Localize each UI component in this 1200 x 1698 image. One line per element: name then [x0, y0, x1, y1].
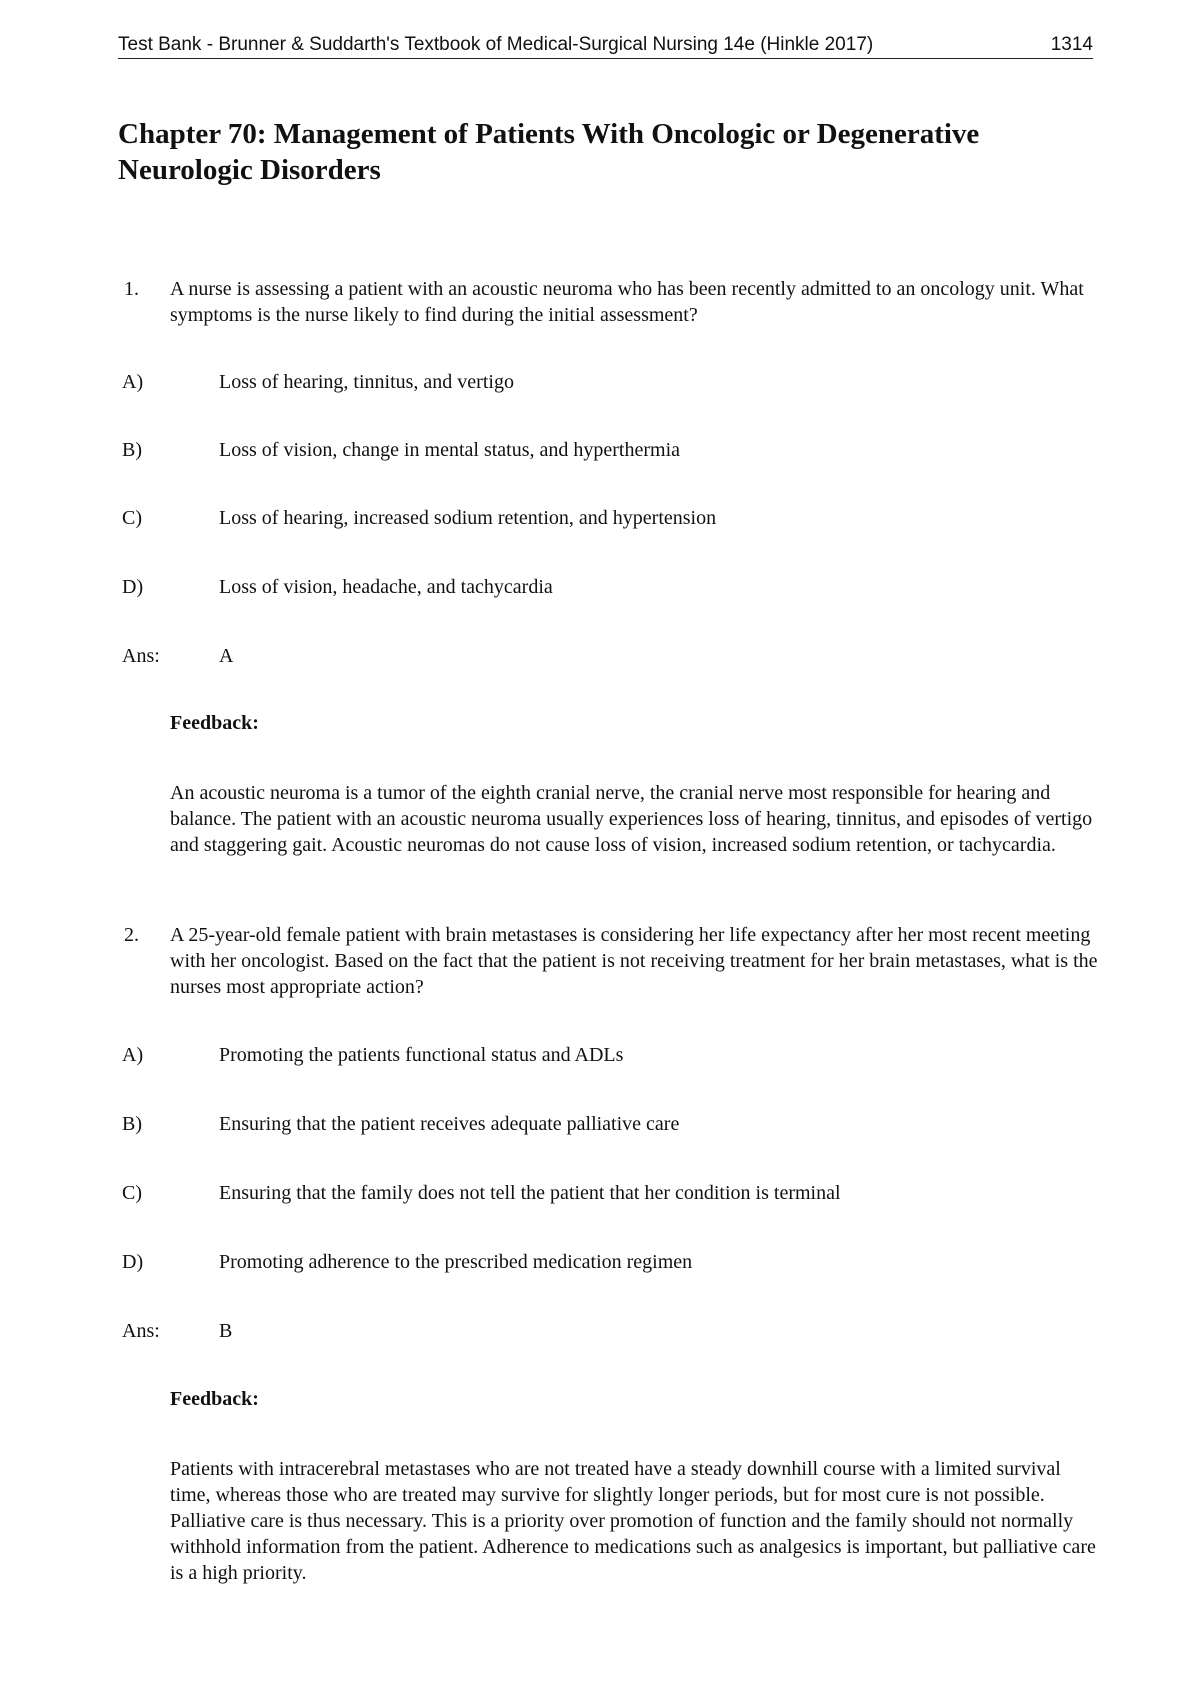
question-stem: A nurse is assessing a patient with an acoustic neuroma who has been recently admitted to an oncology unit. What symptoms is the nurse likely to find during the initial assessment? [170, 278, 1084, 326]
option-letter: D) [122, 1251, 144, 1273]
option-text: Loss of vision, change in mental status, and hyperthermia [219, 439, 681, 461]
question-stem: A 25-year-old female patient with brain metastases is considering her life expectancy after her most recent meeting with her oncologist. Based on the fact that the patient is not receiving treatment for her brain metastases, what is the nurses most appropriate action? [170, 924, 1098, 998]
page-number: 1314 [1050, 34, 1093, 55]
chapter-title: Chapter 70: Management of Patients With Oncologic or Degenerative Neurologic Disorders [118, 118, 980, 186]
option-letter: C) [122, 507, 142, 529]
option-letter: A) [122, 1044, 144, 1066]
answer-label: Ans: [122, 645, 160, 667]
option-letter: A) [122, 371, 144, 393]
option-text: Loss of hearing, tinnitus, and vertigo [219, 371, 514, 393]
option-text: Promoting adherence to the prescribed medication regimen [219, 1251, 693, 1273]
option-letter: B) [122, 439, 142, 461]
answer-value: A [219, 645, 234, 667]
running-header [118, 34, 1093, 59]
option-letter: C) [122, 1182, 142, 1204]
feedback-text: An acoustic neuroma is a tumor of the eighth cranial nerve, the cranial nerve most responsible for hearing and balance. The patient with an acoustic neuroma usually experiences loss of hearing, tinnitus, and episodes of vertigo and staggering gait. Acoustic neuromas do not cause loss of vision, increased sodium retention, or tachycardia. [170, 782, 1093, 856]
answer-label: Ans: [122, 1320, 160, 1342]
feedback-label: Feedback: [170, 712, 259, 734]
header-title: Test Bank - Brunner & Suddarth's Textbook of Medical-Surgical Nursing 14e (Hinkle 2017) [118, 34, 874, 55]
answer-value: B [219, 1320, 233, 1342]
option-text: Loss of hearing, increased sodium retention, and hypertension [219, 507, 717, 529]
question-number: 1. [124, 278, 139, 300]
question-number: 2. [124, 924, 139, 946]
option-text: Ensuring that the patient receives adequate palliative care [219, 1113, 680, 1135]
feedback-text: Patients with intracerebral metastases who are not treated have a steady downhill course with a limited survival time, whereas those who are treated may survive for slightly longer periods, but for most cure is not possible. Palliative care is thus necessary. This is a priority over promotion of function and the family should not normally withhold information from the patient. Adherence to medications such as analgesics is important, but palliative care is a high priority. [170, 1458, 1096, 1584]
option-text: Loss of vision, headache, and tachycardia [219, 576, 553, 598]
option-text: Ensuring that the family does not tell the patient that her condition is terminal [219, 1182, 841, 1204]
option-text: Promoting the patients functional status and ADLs [219, 1044, 624, 1066]
option-letter: D) [122, 576, 144, 598]
option-letter: B) [122, 1113, 142, 1135]
feedback-label: Feedback: [170, 1388, 259, 1410]
